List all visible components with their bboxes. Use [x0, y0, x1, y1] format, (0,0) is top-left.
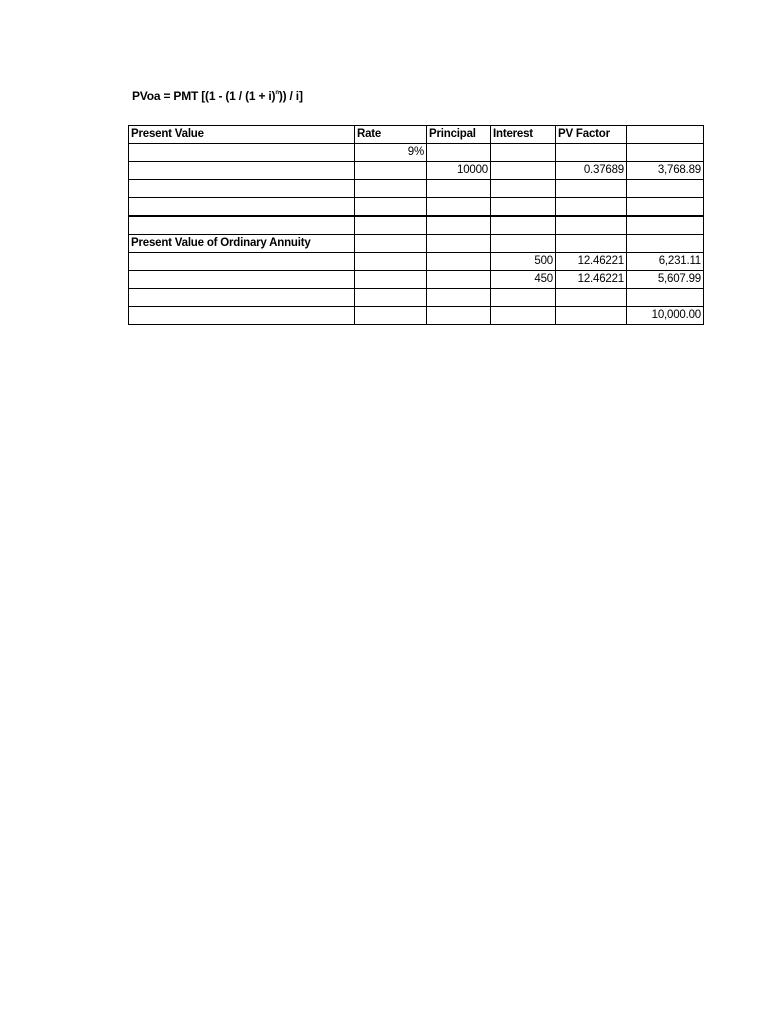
table-cell[interactable] — [491, 307, 556, 325]
formula-prefix: PVoa = PMT [(1 - (1 / (1 + i) — [132, 89, 276, 103]
table-cell[interactable] — [129, 289, 355, 307]
table-cell[interactable] — [355, 253, 427, 271]
table-cell[interactable] — [129, 198, 355, 217]
table-row — [129, 198, 704, 217]
table-cell[interactable] — [627, 126, 704, 144]
table-row — [129, 126, 704, 144]
table-cell[interactable] — [556, 180, 627, 198]
table-cell[interactable] — [491, 235, 556, 253]
table-cell[interactable]: 3,768.89 — [627, 162, 704, 180]
table-cell[interactable] — [491, 144, 556, 162]
table-cell[interactable] — [129, 307, 355, 325]
table-cell[interactable] — [427, 216, 491, 235]
table-cell[interactable] — [355, 162, 427, 180]
table-cell[interactable]: 500 — [491, 253, 556, 271]
table-cell[interactable]: 10,000.00 — [627, 307, 704, 325]
table-cell[interactable] — [491, 162, 556, 180]
table-cell[interactable]: 450 — [491, 271, 556, 289]
table-cell[interactable]: 12.46221 — [556, 253, 627, 271]
table-cell[interactable]: Rate — [355, 126, 427, 144]
table-row — [129, 162, 704, 180]
table-cell[interactable]: 6,231.11 — [627, 253, 704, 271]
table-cell[interactable] — [491, 216, 556, 235]
table-cell[interactable]: Present Value — [129, 126, 355, 144]
formula-exponent: n — [275, 90, 279, 96]
table-cell[interactable] — [427, 307, 491, 325]
table-cell[interactable] — [556, 289, 627, 307]
table-cell[interactable] — [355, 180, 427, 198]
table-cell[interactable]: Present Value of Ordinary Annuity — [129, 235, 355, 253]
table-cell[interactable] — [427, 144, 491, 162]
table-cell[interactable] — [556, 144, 627, 162]
table-cell[interactable] — [129, 144, 355, 162]
table-cell[interactable] — [627, 289, 704, 307]
table-row — [129, 307, 704, 325]
table-cell[interactable] — [627, 216, 704, 235]
table-cell[interactable] — [355, 235, 427, 253]
formula-suffix: )) / i] — [278, 89, 303, 103]
table-cell[interactable] — [355, 289, 427, 307]
table-cell[interactable] — [355, 307, 427, 325]
table-cell[interactable] — [627, 198, 704, 217]
table-cell[interactable] — [355, 216, 427, 235]
table-cell[interactable] — [491, 180, 556, 198]
table-cell[interactable] — [129, 162, 355, 180]
table-cell[interactable] — [427, 253, 491, 271]
table-cell[interactable] — [129, 180, 355, 198]
table-cell[interactable] — [556, 235, 627, 253]
table-cell[interactable] — [491, 289, 556, 307]
table-cell[interactable]: 12.46221 — [556, 271, 627, 289]
table-cell[interactable] — [129, 253, 355, 271]
table-cell[interactable]: Interest — [491, 126, 556, 144]
table-row — [129, 289, 704, 307]
table-cell[interactable] — [427, 235, 491, 253]
table-row — [129, 216, 704, 235]
table-row — [129, 271, 704, 289]
table-cell[interactable] — [556, 307, 627, 325]
table-cell[interactable] — [129, 271, 355, 289]
table-cell[interactable] — [427, 289, 491, 307]
table-cell[interactable]: 5,607.99 — [627, 271, 704, 289]
table-cell[interactable] — [355, 271, 427, 289]
table-cell[interactable]: Principal — [427, 126, 491, 144]
table-cell[interactable] — [627, 180, 704, 198]
table-cell[interactable] — [491, 198, 556, 217]
table-cell[interactable] — [427, 180, 491, 198]
table-cell[interactable] — [627, 144, 704, 162]
table-cell[interactable] — [427, 271, 491, 289]
table-cell[interactable]: 0.37689 — [556, 162, 627, 180]
table-cell[interactable] — [627, 235, 704, 253]
table-row — [129, 144, 704, 162]
spreadsheet-table — [128, 125, 704, 325]
table-cell[interactable] — [355, 198, 427, 217]
table-cell[interactable] — [556, 216, 627, 235]
formula-text — [132, 89, 303, 103]
table-cell[interactable] — [556, 198, 627, 217]
table-row — [129, 235, 704, 253]
table-cell[interactable]: 9% — [355, 144, 427, 162]
table-row — [129, 253, 704, 271]
table-row — [129, 180, 704, 198]
table-cell[interactable] — [129, 216, 355, 235]
table-cell[interactable]: 10000 — [427, 162, 491, 180]
table-cell[interactable]: PV Factor — [556, 126, 627, 144]
table-cell[interactable] — [427, 198, 491, 217]
